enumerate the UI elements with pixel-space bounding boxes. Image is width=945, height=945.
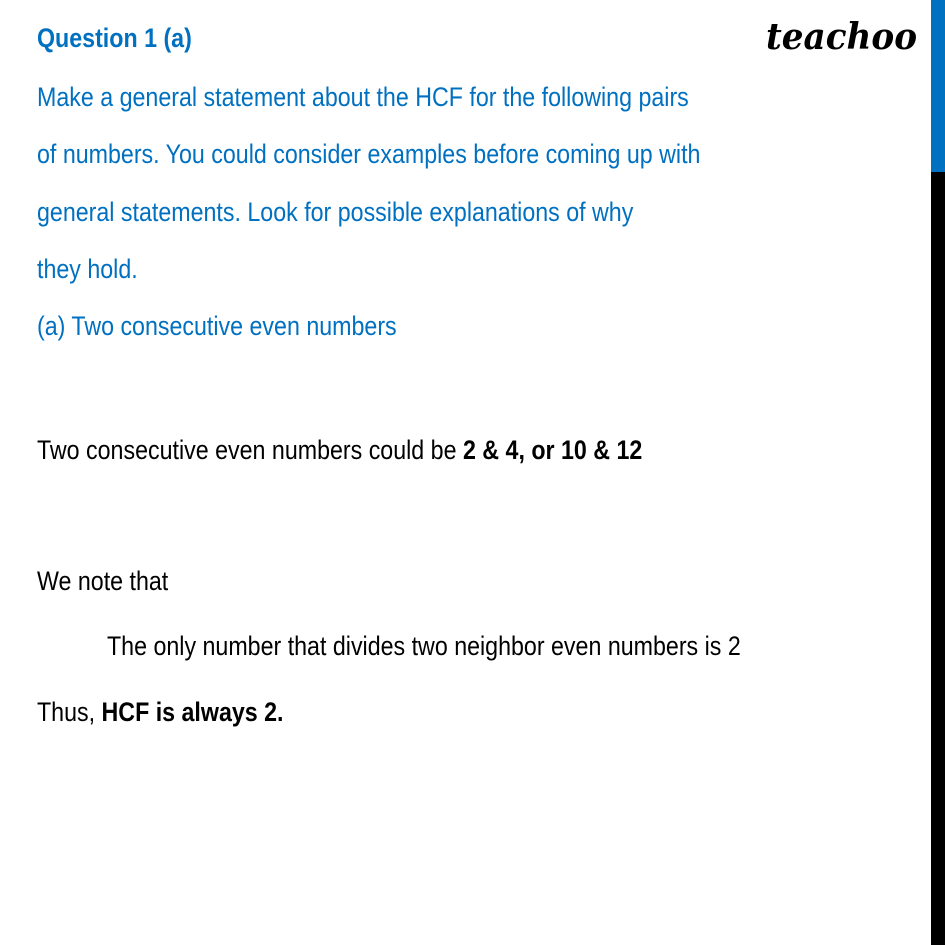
teachoo-logo: teachoo [766,16,918,58]
sidebar-accent-blue [931,0,945,172]
example-line [37,433,642,467]
note-line: We note that [37,566,169,596]
question-line: of numbers. You could consider examples before coming up with [37,139,701,169]
question-line: Make a general statement about the HCF for the following pairs [37,82,689,112]
question-line: they hold. [37,254,138,284]
conclusion-value: HCF is always 2. [101,697,284,727]
conclusion-prefix: Thus, [37,697,102,727]
sidebar-accent-black [931,172,945,945]
example-values: 2 & 4, or 10 & 12 [462,435,643,465]
question-title: Question 1 (a) [37,23,192,53]
reason-line: The only number that divides two neighbor even numbers is 2 [107,631,741,661]
conclusion-line [37,695,284,729]
question-part-a: (a) Two consecutive even numbers [37,311,397,341]
example-prefix: Two consecutive even numbers could be [37,435,463,465]
question-line: general statements. Look for possible explanations of why [37,197,634,227]
